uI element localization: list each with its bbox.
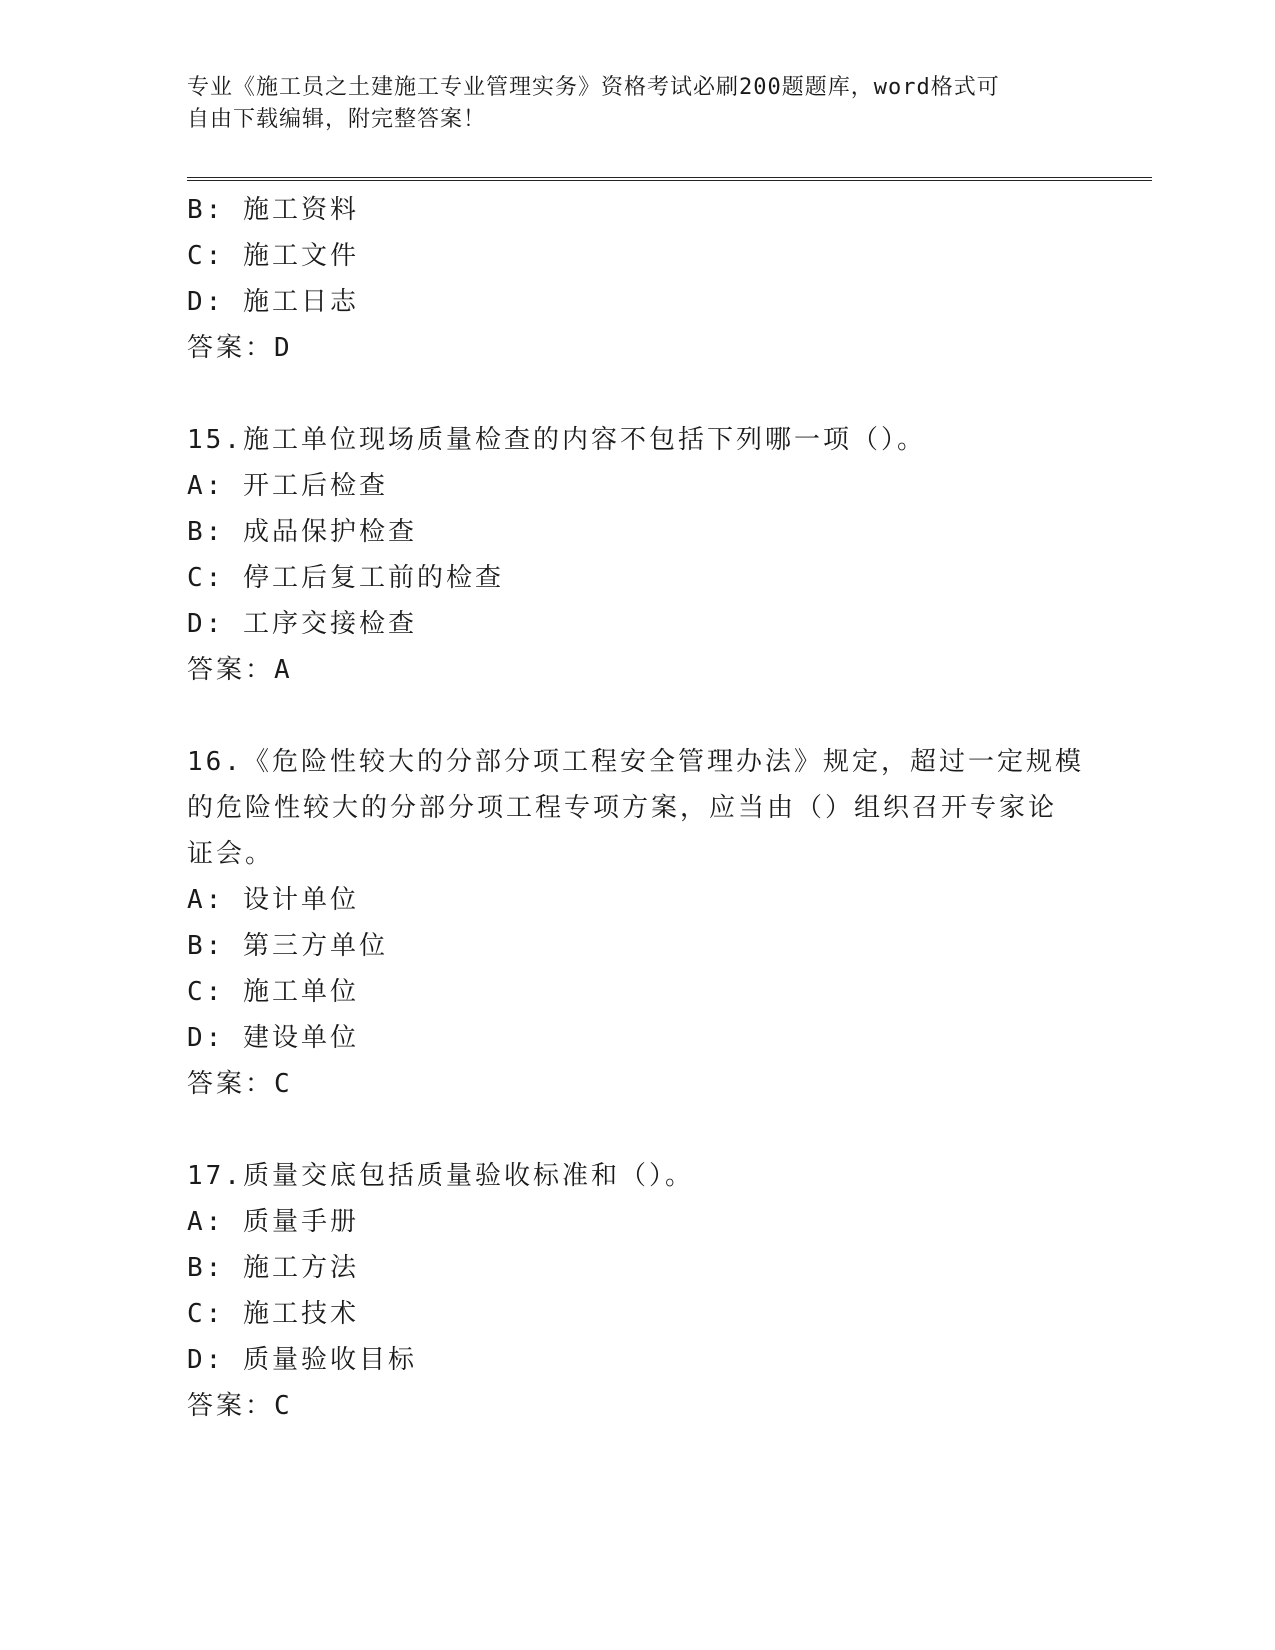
header-divider — [187, 177, 1152, 181]
spacer — [187, 693, 1087, 739]
option-c: C: 施工单位 — [187, 977, 359, 1007]
answer: 答案：D — [187, 333, 293, 363]
option-a: A: 设计单位 — [187, 885, 359, 915]
option-c: C: 施工技术 — [187, 1299, 359, 1329]
spacer — [187, 1107, 1087, 1153]
option-a: A: 质量手册 — [187, 1207, 359, 1237]
answer: 答案：C — [187, 1069, 293, 1099]
option-b: B: 施工资料 — [187, 195, 359, 225]
question-text-line-3: 证会。 — [187, 839, 275, 869]
question-16 — [187, 739, 1087, 1107]
question-text: 15.施工单位现场质量检查的内容不包括下列哪一项（）。 — [187, 425, 926, 455]
question-text: 17.质量交底包括质量验收标准和（）。 — [187, 1161, 694, 1191]
option-a: A: 开工后检查 — [187, 471, 388, 501]
question-17 — [187, 1153, 1087, 1429]
answer: 答案：C — [187, 1391, 293, 1421]
answer: 答案：A — [187, 655, 293, 685]
option-b: B: 第三方单位 — [187, 931, 388, 961]
option-c: C: 施工文件 — [187, 241, 359, 271]
option-d: D: 施工日志 — [187, 287, 359, 317]
question-text-line-1: 16.《危险性较大的分部分项工程安全管理办法》规定，超过一定规模 — [187, 747, 1084, 777]
header-line-2: 自由下载编辑，附完整答案！ — [187, 107, 487, 132]
option-d: D: 质量验收目标 — [187, 1345, 417, 1375]
header-line-1: 专业《施工员之土建施工专业管理实务》资格考试必刷200题题库，word格式可 — [187, 75, 1000, 100]
question-text-line-2: 的危险性较大的分部分项工程专项方案，应当由（）组织召开专家论 — [187, 793, 1058, 823]
option-b: B: 施工方法 — [187, 1253, 359, 1283]
option-d: D: 建设单位 — [187, 1023, 359, 1053]
option-b: B: 成品保护检查 — [187, 517, 417, 547]
spacer — [187, 371, 1087, 417]
question-14-continuation — [187, 187, 1087, 371]
question-list — [187, 187, 1087, 1429]
option-c: C: 停工后复工前的检查 — [187, 563, 504, 593]
question-15 — [187, 417, 1087, 693]
option-d: D: 工序交接检查 — [187, 609, 417, 639]
document-header — [187, 72, 1067, 136]
